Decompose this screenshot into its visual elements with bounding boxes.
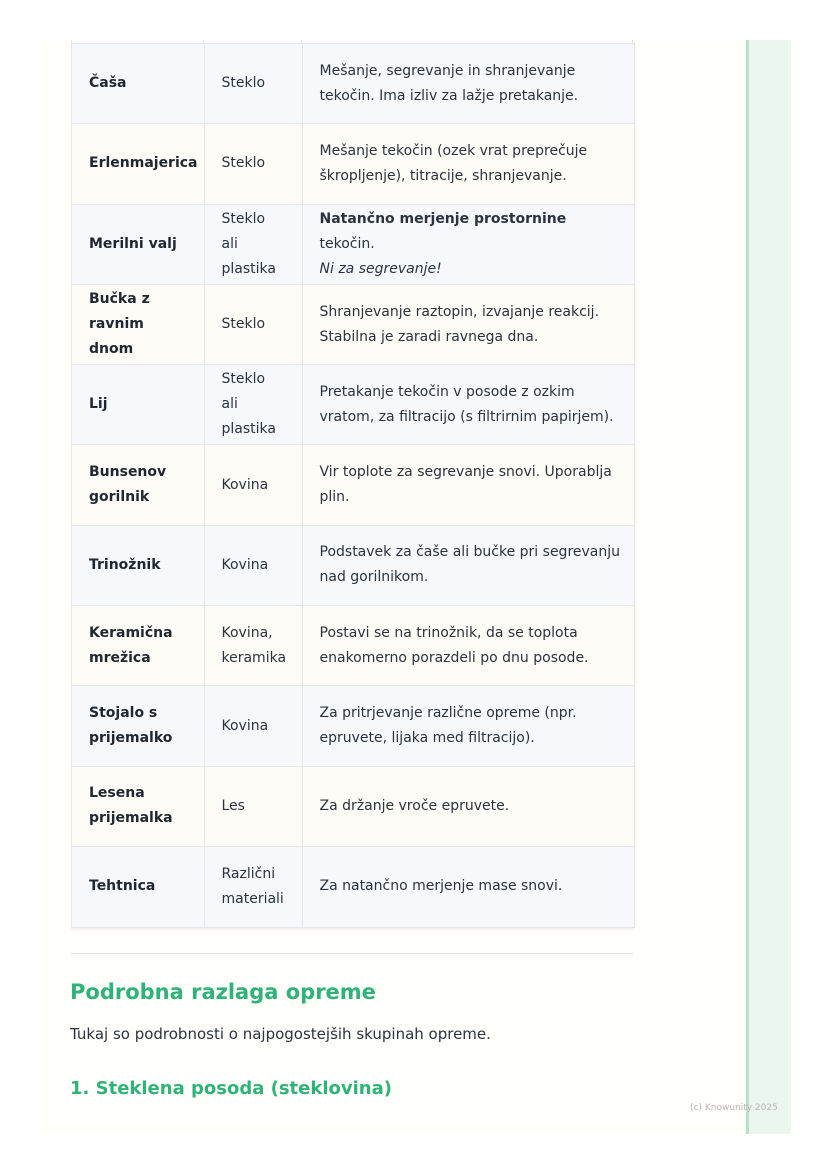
- equipment-use: Podstavek za čaše ali bučke pri segrevanju nad gorilnikom.: [302, 525, 634, 605]
- equipment-use: Shranjevanje raztopin, izvajanje reakcij. Stabilna je zaradi ravnega dna.: [302, 284, 634, 364]
- section-intro: Tukaj so podrobnosti o najpogostejših skupinah opreme.: [70, 1025, 491, 1043]
- section-heading: Podrobna razlaga opreme: [70, 980, 376, 1004]
- equipment-table: [71, 43, 635, 928]
- use-text: tekočin.: [319, 235, 375, 252]
- section-divider: [71, 953, 633, 954]
- equipment-material: Kovina: [204, 525, 302, 605]
- equipment-material: Steklo: [204, 44, 302, 124]
- table-row: [72, 124, 634, 204]
- equipment-material: Različni materiali: [204, 846, 302, 926]
- equipment-material: Steklo: [204, 124, 302, 204]
- equipment-material: Steklo ali plastika: [204, 204, 302, 284]
- equipment-material: Kovina, keramika: [204, 606, 302, 686]
- table-row: [72, 44, 634, 124]
- equipment-use: Za natančno merjenje mase snovi.: [302, 846, 634, 926]
- equipment-use: Vir toplote za segrevanje snovi. Uporablja plin.: [302, 445, 634, 525]
- equipment-name: Bunsenov gorilnik: [72, 445, 204, 525]
- table-row: [72, 766, 634, 846]
- equipment-use: Pretakanje tekočin v posode z ozkim vratom, za filtracijo (s filtrirnim papirjem).: [302, 365, 634, 445]
- equipment-use: Za pritrjevanje različne opreme (npr. epruvete, lijaka med filtracijo).: [302, 686, 634, 766]
- equipment-material: Kovina: [204, 445, 302, 525]
- equipment-use: [302, 204, 634, 284]
- use-bold-text: Natančno merjenje prostornine: [319, 210, 567, 227]
- equipment-use: Mešanje tekočin (ozek vrat preprečuje škropljenje), titracije, shranjevanje.: [302, 124, 634, 204]
- equipment-material: Steklo: [204, 284, 302, 364]
- use-italic-note: Ni za segrevanje!: [319, 260, 442, 277]
- equipment-use: Za držanje vroče epruvete.: [302, 766, 634, 846]
- equipment-name: Trinožnik: [72, 525, 204, 605]
- equipment-name: Stojalo s prijemalko: [72, 686, 204, 766]
- subsection-heading: 1. Steklena posoda (steklovina): [70, 1078, 392, 1099]
- table-row: [72, 525, 634, 605]
- equipment-name: Merilni valj: [72, 204, 204, 284]
- equipment-use: Mešanje, segrevanje in shranjevanje tekočin. Ima izliv za lažje pretakanje.: [302, 44, 634, 124]
- copyright-footer: (c) Knowunity 2025: [690, 1103, 778, 1113]
- equipment-name: Lesena prijemalka: [72, 766, 204, 846]
- equipment-material: Les: [204, 766, 302, 846]
- equipment-name: Erlenmajerica: [72, 124, 204, 204]
- table-row: [72, 846, 634, 926]
- equipment-name: Lij: [72, 365, 204, 445]
- table-row: [72, 686, 634, 766]
- equipment-name: Keramična mrežica: [72, 606, 204, 686]
- equipment-use: Postavi se na trinožnik, da se toplota enakomerno porazdeli po dnu posode.: [302, 606, 634, 686]
- equipment-name: Bučka z ravnim dnom: [72, 284, 204, 364]
- table-row: [72, 284, 634, 364]
- table-row: [72, 606, 634, 686]
- equipment-material: Steklo ali plastika: [204, 365, 302, 445]
- table-row: [72, 445, 634, 525]
- equipment-material: Kovina: [204, 686, 302, 766]
- table-row: [72, 365, 634, 445]
- table-row: [72, 204, 634, 284]
- equipment-name: Čaša: [72, 44, 204, 124]
- side-panel: [746, 40, 791, 1134]
- equipment-name: Tehtnica: [72, 846, 204, 926]
